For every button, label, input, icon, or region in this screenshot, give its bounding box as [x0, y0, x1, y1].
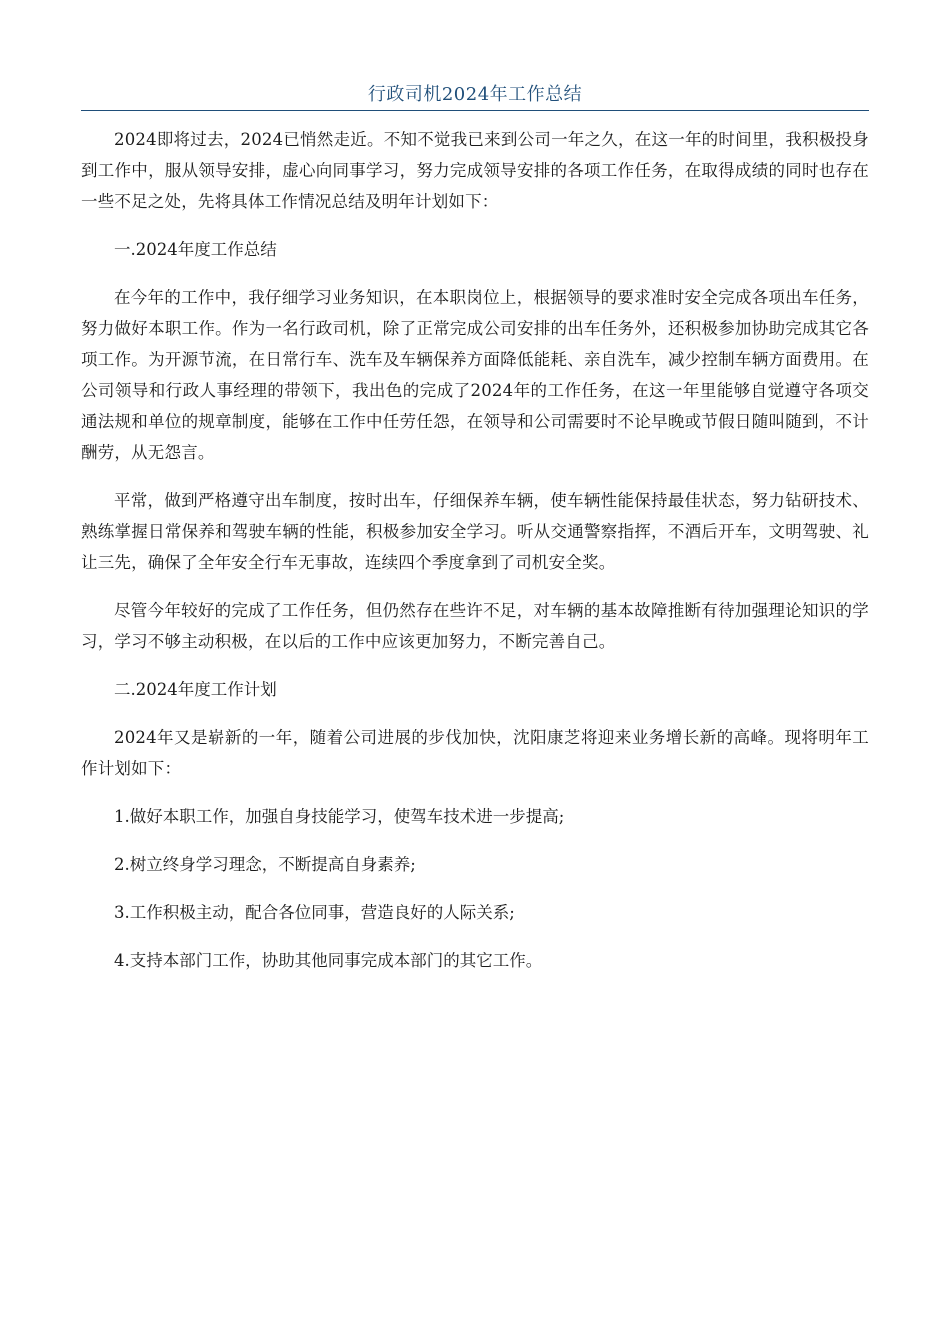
document-body — [81, 124, 869, 993]
intro-paragraph: 2024即将过去，2024已悄然走近。不知不觉我已来到公司一年之久，在这一年的时间里，我积极投身到工作中，服从领导安排，虚心向同事学习，努力完成领导安排的各项工作任务，在取得成绩的同时也存在一些不足之处，先将具体工作情况总结及明年计划如下： — [81, 130, 869, 211]
document-title: 行政司机2024年工作总结 — [367, 84, 583, 105]
plan-intro-paragraph: 2024年又是崭新的一年，随着公司进展的步伐加快，沈阳康芝将迎来业务增长新的高峰。现将明年工作计划如下： — [81, 728, 869, 778]
plan-list-item: 2.树立终身学习理念，不断提高自身素养; — [114, 855, 416, 874]
plan-list-item: 1.做好本职工作，加强自身技能学习，使驾车技术进一步提高; — [114, 807, 565, 826]
document-header — [81, 80, 869, 111]
section-heading-summary: 一.2024年度工作总结 — [114, 240, 277, 259]
section-heading-plan: 二.2024年度工作计划 — [114, 680, 277, 699]
summary-paragraph: 在今年的工作中，我仔细学习业务知识，在本职岗位上，根据领导的要求准时安全完成各项出车任务，努力做好本职工作。作为一名行政司机，除了正常完成公司安排的出车任务外，还积极参加协助完成其它各项工作。为开源节流，在日常行车、洗车及车辆保养方面降低能耗、亲自洗车，减少控制车辆方面费用。在公司领导和行政人事经理的带领下，我出色的完成了2024年的工作任务，在这一年里能够自觉遵守各项交通法规和单位的规章制度，能够在工作中任劳任怨，在领导和公司需要时不论早晚或节假日随叫随到，不计酬劳，从无怨言。 — [81, 288, 869, 462]
summary-paragraph: 平常，做到严格遵守出车制度，按时出车，仔细保养车辆，使车辆性能保持最佳状态，努力钻研技术、熟练掌握日常保养和驾驶车辆的性能，积极参加安全学习。听从交通警察指挥，不酒后开车，文明驾驶、礼让三先，确保了全年安全行车无事故，连续四个季度拿到了司机安全奖。 — [81, 491, 869, 572]
plan-list-item: 3.工作积极主动，配合各位同事，营造良好的人际关系; — [114, 903, 515, 922]
plan-list-item: 4.支持本部门工作，协助其他同事完成本部门的其它工作。 — [114, 951, 543, 970]
summary-paragraph: 尽管今年较好的完成了工作任务，但仍然存在些许不足，对车辆的基本故障推断有待加强理论知识的学习，学习不够主动积极，在以后的工作中应该更加努力，不断完善自己。 — [81, 601, 869, 651]
